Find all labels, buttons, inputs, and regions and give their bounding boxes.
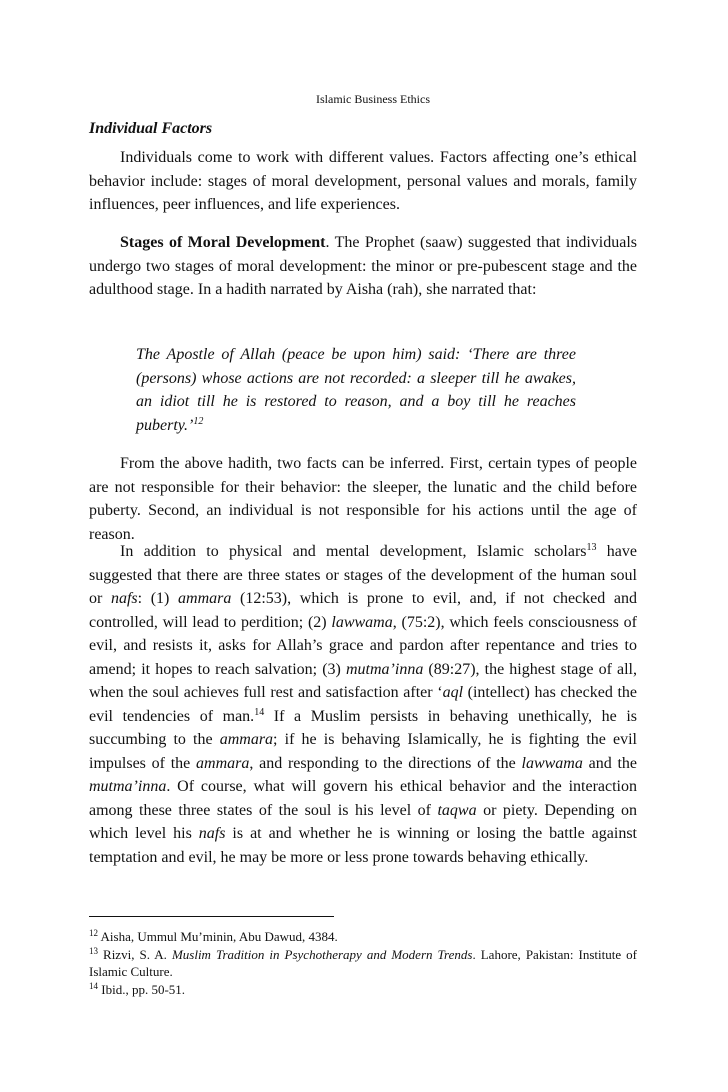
footnote-divider — [89, 916, 334, 917]
footnote-13: $^{13}$ Rizvi, S. A. Muslim Tradition in Psychotherapy and Modern Trends. Lahore, Pakistan: Institute of Islamic Culture. — [89, 945, 637, 979]
term-ammara: ammara — [196, 754, 250, 772]
hadith-quote — [136, 343, 576, 437]
footnote-12: $^{12}$ Aisha, Ummul Mu’minin, Abu Dawud, 4384. — [89, 928, 338, 944]
footnotes — [89, 928, 637, 998]
book-title: Muslim Tradition in Psychotherapy and Modern Trends — [171, 946, 473, 962]
term-mutmainna: mutma’inna — [345, 660, 424, 678]
footnote-ref-13: 13 — [586, 542, 597, 553]
term-lawwama: lawwama — [521, 754, 583, 772]
term-lawwama: lawwama — [331, 613, 393, 631]
term-aql: aql — [442, 684, 464, 701]
paragraph-individuals: Individuals come to work with different values. Factors affecting one’s ethical behavior include: stages of moral development, personal values and morals, family influences, peer influences, and life experiences. — [89, 149, 637, 213]
hadith-quote-text: The Apostle of Allah (peace be upon him) said: ‘There are three (persons) whose actions are not recorded: a sleeper till he awakes, an idiot till he is restored to reason, and a boy till he reaches puberty.’ — [136, 346, 576, 434]
term-taqwa: taqwa — [437, 801, 477, 819]
paragraph-states-of-soul: In addition to physical and mental development, Islamic scholars$^{13}$ have suggested that there are three states or stages of the development of the human soul or nafs: (1) ammara (12:53), which is prone to evil, and, if not checked and controlled, will lead to perdition; (2) lawwama, (75:2), which feels consciousness of evil, and resists it, asks for Allah’s grace and pardon after repentance and tries to amend; it hopes to reach salvation; (3) mutma’inna (89:27), the highest stage of all, when the soul achieves full rest and satisfaction after ‘aql (intellect) has checked the evil tendencies of man.$^{14}$ If a Muslim persists in behaving unethically, he is succumbing to the ammara; if he is behaving Islamically, he is fighting the evil impulses of the ammara, and responding to the directions of the lawwama and the mutma’inna. Of course, what will govern his ethical behavior and the interaction among these three states of the soul is his level of taqwa or piety. Depending on which level his nafs is at and whether he is winning or losing the battle against temptation and evil, he may be more or less prone towards behaving ethically. — [89, 542, 638, 866]
paragraph-moral-development — [89, 231, 637, 302]
paragraph-inference: From the above hadith, two facts can be inferred. First, certain types of people are not responsible for their behavior: the sleeper, the lunatic and the child before puberty. Second, an individual is not responsible for his actions until the age of reason. — [89, 455, 637, 543]
term-stages-of-moral-development: Stages of Moral Development — [120, 234, 326, 251]
term-ammara: ammara — [178, 590, 232, 607]
footnote-14: $^{14}$ Ibid., pp. 50-51. — [89, 980, 186, 997]
section-heading: Individual Factors — [89, 120, 213, 137]
footnote-ref-14: 14 — [254, 706, 265, 718]
term-nafs: nafs — [198, 825, 226, 842]
term-ammara: ammara — [219, 731, 274, 748]
term-nafs: nafs — [110, 590, 138, 607]
footnote-ref-12: 12 — [193, 415, 204, 427]
term-mutmainna: mutma’inna — [89, 778, 167, 795]
paragraph-moral-development-text: . The Prophet (saaw) suggested that individuals undergo two stages of moral development: the minor or pre-pubescent stage and the adulthood stage. In a hadith narrated by Aisha (rah), she narrated that: — [89, 234, 638, 298]
running-head: Islamic Business Ethics — [316, 92, 430, 106]
